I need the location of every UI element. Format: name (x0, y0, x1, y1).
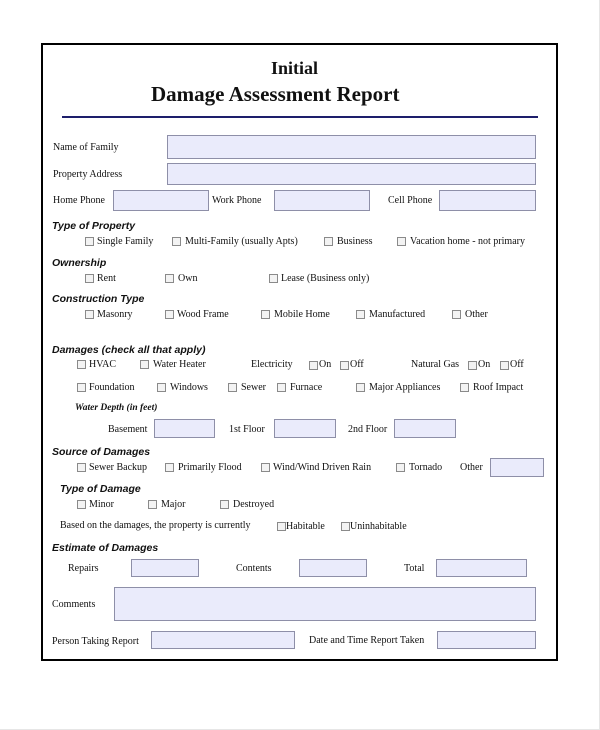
major-appliances-label: Major Appliances (369, 382, 441, 393)
basement-depth-field[interactable] (154, 419, 215, 438)
home-phone-label: Home Phone (53, 195, 105, 206)
major-checkbox[interactable] (148, 500, 157, 509)
rent-label: Rent (97, 273, 116, 284)
title-rule (62, 116, 538, 118)
natural-gas-off-checkbox[interactable] (500, 361, 509, 370)
major-appliances-checkbox[interactable] (356, 383, 365, 392)
business-checkbox[interactable] (324, 237, 333, 246)
person-taking-report-label: Person Taking Report (52, 636, 139, 647)
estimate-heading: Estimate of Damages (52, 542, 159, 554)
single-family-checkbox[interactable] (85, 237, 94, 246)
repairs-field[interactable] (131, 559, 199, 577)
masonry-label: Masonry (97, 309, 133, 320)
mobile-home-label: Mobile Home (274, 309, 330, 320)
natural-gas-label: Natural Gas (411, 359, 460, 370)
foundation-label: Foundation (89, 382, 135, 393)
ownership-heading: Ownership (52, 257, 107, 269)
habitable-label: Habitable (286, 521, 325, 532)
source-of-damages-heading: Source of Damages (52, 446, 151, 458)
multi-family-label: Multi-Family (usually Apts) (185, 236, 298, 247)
vacation-home-checkbox[interactable] (397, 237, 406, 246)
wood-frame-checkbox[interactable] (165, 310, 174, 319)
lease-label: Lease (Business only) (281, 273, 370, 284)
comments-field[interactable] (114, 587, 536, 621)
work-phone-label: Work Phone (212, 195, 262, 206)
person-taking-report-field[interactable] (151, 631, 295, 649)
first-floor-depth-field[interactable] (274, 419, 336, 438)
second-floor-depth-field[interactable] (394, 419, 456, 438)
construction-type-heading: Construction Type (52, 293, 145, 305)
electricity-on-checkbox[interactable] (309, 361, 318, 370)
electricity-on-label: On (319, 359, 332, 370)
minor-checkbox[interactable] (77, 500, 86, 509)
tornado-checkbox[interactable] (396, 463, 405, 472)
foundation-checkbox[interactable] (77, 383, 86, 392)
electricity-off-checkbox[interactable] (340, 361, 349, 370)
lease-checkbox[interactable] (269, 274, 278, 283)
natural-gas-on-label: On (478, 359, 491, 370)
destroyed-checkbox[interactable] (220, 500, 229, 509)
masonry-checkbox[interactable] (85, 310, 94, 319)
destroyed-label: Destroyed (233, 499, 275, 510)
title-line-1: Initial (271, 58, 319, 78)
mobile-home-checkbox[interactable] (261, 310, 270, 319)
wind-rain-label: Wind/Wind Driven Rain (273, 462, 372, 473)
date-time-field[interactable] (437, 631, 536, 649)
repairs-label: Repairs (68, 563, 99, 574)
electricity-off-label: Off (350, 359, 364, 370)
natural-gas-off-label: Off (510, 359, 524, 370)
page-title: Damage Assessment Report (151, 82, 400, 106)
construction-other-label: Other (465, 309, 488, 320)
source-other-label: Other (460, 462, 483, 473)
first-floor-label: 1st Floor (229, 424, 265, 435)
tornado-label: Tornado (409, 462, 443, 473)
wood-frame-label: Wood Frame (177, 309, 229, 320)
property-address-field[interactable] (167, 163, 536, 185)
uninhabitable-label: Uninhabitable (350, 521, 407, 532)
sewer-backup-checkbox[interactable] (77, 463, 86, 472)
type-of-damage-heading: Type of Damage (60, 483, 141, 495)
damages-heading: Damages (check all that apply) (52, 344, 206, 356)
contents-field[interactable] (299, 559, 367, 577)
vacation-home-label: Vacation home - not primary (410, 236, 525, 247)
second-floor-label: 2nd Floor (348, 424, 388, 435)
total-label: Total (404, 563, 425, 574)
furnace-label: Furnace (290, 382, 323, 393)
own-checkbox[interactable] (165, 274, 174, 283)
sewer-label: Sewer (241, 382, 266, 393)
primarily-flood-label: Primarily Flood (178, 462, 242, 473)
windows-checkbox[interactable] (157, 383, 166, 392)
sewer-backup-label: Sewer Backup (89, 462, 148, 473)
water-heater-label: Water Heater (153, 359, 206, 370)
water-heater-checkbox[interactable] (140, 360, 149, 369)
natural-gas-on-checkbox[interactable] (468, 361, 477, 370)
uninhabitable-checkbox[interactable] (341, 522, 350, 531)
basement-label: Basement (108, 424, 148, 435)
hvac-checkbox[interactable] (77, 360, 86, 369)
total-field[interactable] (436, 559, 527, 577)
hvac-label: HVAC (89, 359, 117, 370)
roof-impact-label: Roof Impact (473, 382, 524, 393)
minor-label: Minor (89, 499, 114, 510)
roof-impact-checkbox[interactable] (460, 383, 469, 392)
type-of-property-heading: Type of Property (52, 220, 136, 232)
source-other-field[interactable] (490, 458, 544, 477)
rent-checkbox[interactable] (85, 274, 94, 283)
date-time-label: Date and Time Report Taken (309, 635, 425, 646)
cell-phone-field[interactable] (439, 190, 536, 211)
manufactured-label: Manufactured (369, 309, 426, 320)
single-family-label: Single Family (97, 236, 154, 247)
habitable-checkbox[interactable] (277, 522, 286, 531)
property-address-label: Property Address (53, 169, 123, 180)
cell-phone-label: Cell Phone (388, 195, 433, 206)
name-of-family-field[interactable] (167, 135, 536, 159)
construction-other-checkbox[interactable] (452, 310, 461, 319)
sewer-checkbox[interactable] (228, 383, 237, 392)
business-label: Business (337, 236, 373, 247)
electricity-label: Electricity (251, 359, 293, 370)
contents-label: Contents (236, 563, 272, 574)
name-of-family-label: Name of Family (53, 142, 119, 153)
based-on-label: Based on the damages, the property is currently (60, 520, 251, 531)
wind-rain-checkbox[interactable] (261, 463, 270, 472)
home-phone-field[interactable] (113, 190, 209, 211)
water-depth-heading: Water Depth (in feet) (75, 403, 158, 413)
comments-label: Comments (52, 599, 96, 610)
manufactured-checkbox[interactable] (356, 310, 365, 319)
furnace-checkbox[interactable] (277, 383, 286, 392)
major-label: Major (161, 499, 186, 510)
own-label: Own (178, 273, 198, 284)
windows-label: Windows (170, 382, 208, 393)
work-phone-field[interactable] (274, 190, 370, 211)
primarily-flood-checkbox[interactable] (165, 463, 174, 472)
multi-family-checkbox[interactable] (172, 237, 181, 246)
